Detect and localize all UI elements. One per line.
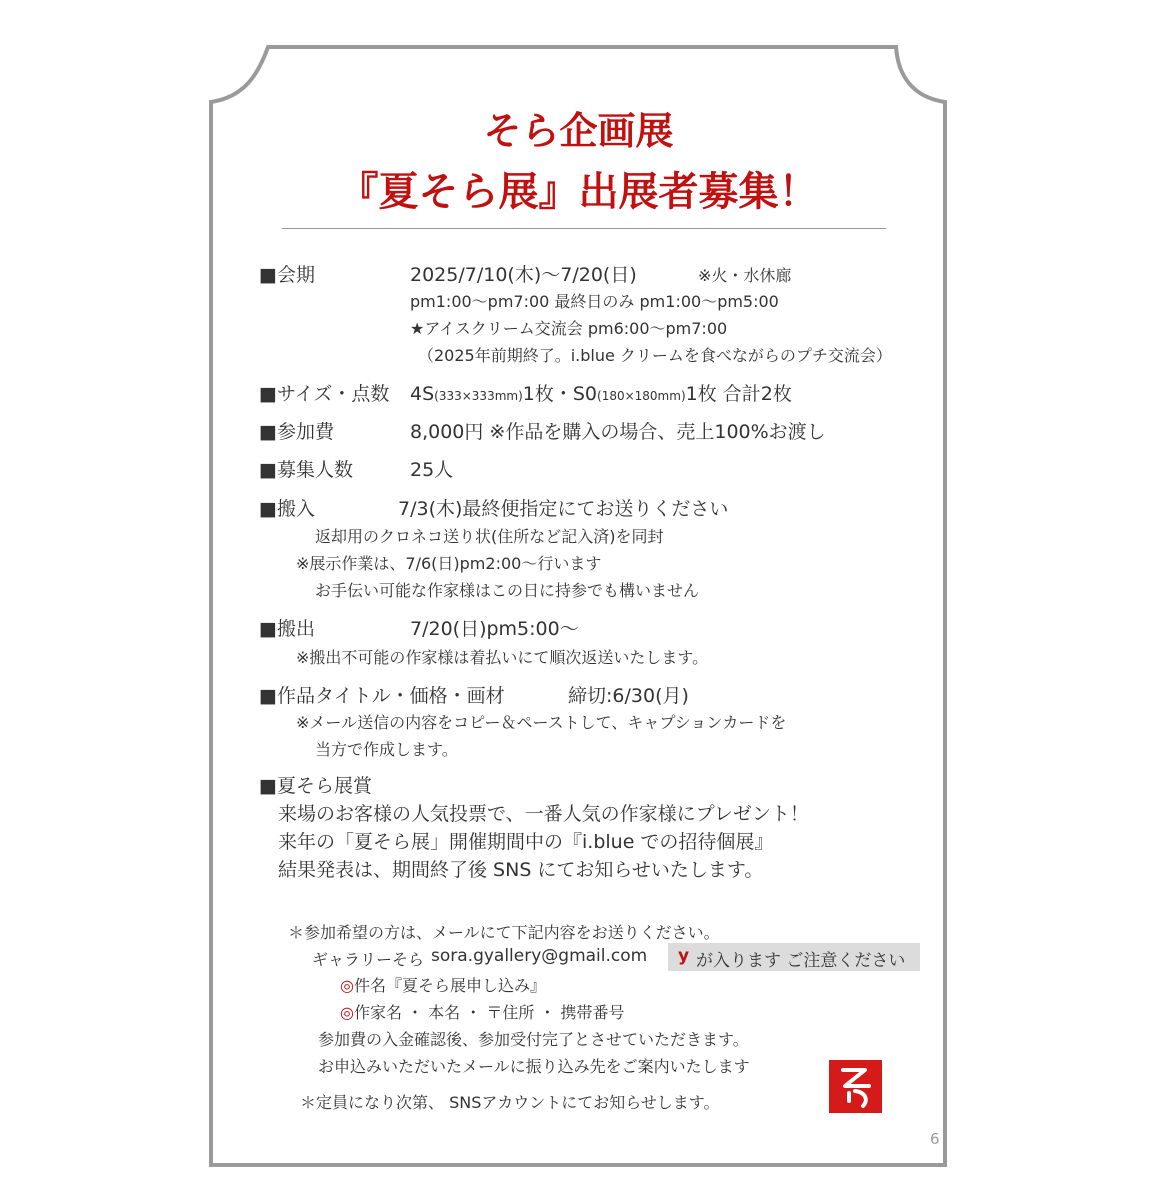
carry-in-value: 7/3(木)最終便指定にてお送りください: [398, 498, 729, 520]
carry-in-note-3: お手伝い可能な作家様はこの日に持参でも構いません: [315, 581, 700, 600]
carry-in-note-2: ※展示作業は、7/6(日)pm2:00〜行います: [296, 554, 602, 573]
notice-y-letter: y: [678, 946, 690, 966]
apply-confirm: 参加費の入金確認後、参加受付完了とさせていただきます。: [318, 1030, 749, 1049]
size-label: ■サイズ・点数: [259, 383, 390, 405]
award-line-2: 来年の「夏そら展」開催期間中の『i.blue での招待個展』: [278, 831, 774, 853]
apply-fields: ◎作家名 ・ 本名 ・ 〒住所 ・ 携帯番号: [340, 1003, 625, 1022]
fee-label: ■参加費: [259, 421, 334, 443]
award-line-1: 来場のお客様の人気投票で、一番人気の作家様にプレゼント！: [278, 803, 809, 825]
carry-out-label: ■搬出: [259, 618, 315, 640]
title-divider: [282, 228, 886, 229]
count-label: ■募集人数: [259, 459, 353, 481]
title-line-2: 『夏そら展』出展者募集！: [338, 169, 819, 215]
work-info-deadline: 締切:6/30(月): [568, 685, 689, 707]
apply-subject: ◎件名『夏そら展申し込み』: [340, 976, 546, 995]
period-event: ★アイスクリーム交流会 pm6:00〜pm7:00: [410, 319, 728, 338]
carry-in-note-1: 返却用のクロネコ送り状(住所など記入済)を同封: [315, 527, 664, 546]
work-info-label: ■作品タイトル・価格・画材: [259, 685, 505, 707]
apply-transfer: お申込みいただいたメールに振り込み先をご案内いたします: [318, 1057, 750, 1076]
title-line-1: そら企画展: [483, 109, 674, 153]
period-event-note: （2025年前期終了。i.blue クリームを食べながらのプチ交流会）: [418, 346, 892, 365]
page-number: 6: [930, 1130, 940, 1148]
work-info-note-2: 当方で作成します。: [315, 740, 458, 759]
carry-out-note: ※搬出不可能の作家様は着払いにて順次返送いたします。: [296, 648, 709, 667]
award-line-3: 結果発表は、期間終了後 SNS にてお知らせいたします。: [278, 859, 764, 881]
period-label: ■会期: [259, 264, 315, 286]
fee-value: 8,000円 ※作品を購入の場合、売上100%お渡し: [410, 421, 826, 443]
apply-intro: ＊参加希望の方は、メールにて下記内容をお送りください。: [288, 923, 720, 942]
apply-full-notice: ＊定員になり次第、 SNSアカウントにてお知らせします。: [300, 1093, 720, 1112]
sora-logo: [829, 1060, 882, 1113]
period-hours: pm1:00〜pm7:00 最終日のみ pm1:00〜pm5:00: [410, 292, 779, 311]
count-value: 25人: [410, 459, 454, 481]
carry-out-value: 7/20(日)pm5:00〜: [410, 618, 579, 640]
size-value: 4S(333×333mm)1枚・S0(180×180mm)1枚 合計2枚: [410, 383, 792, 405]
bullet-mark: ◎: [340, 1003, 354, 1022]
notice-text: が入ります ご注意ください: [696, 951, 906, 971]
carry-in-label: ■搬入: [259, 498, 315, 520]
apply-gallery: ギャラリーそら: [312, 950, 425, 969]
period-value: 2025/7/10(木)〜7/20(日): [410, 264, 637, 286]
bullet-mark: ◎: [340, 976, 354, 995]
work-info-note-1: ※メール送信の内容をコピー＆ペーストして、キャプションカードを: [296, 713, 787, 732]
email-notice: [668, 943, 920, 971]
apply-email[interactable]: sora.gyallery@gmail.com: [431, 946, 648, 966]
award-label: ■夏そら展賞: [259, 775, 372, 797]
period-note: ※火・水休廊: [698, 266, 792, 285]
